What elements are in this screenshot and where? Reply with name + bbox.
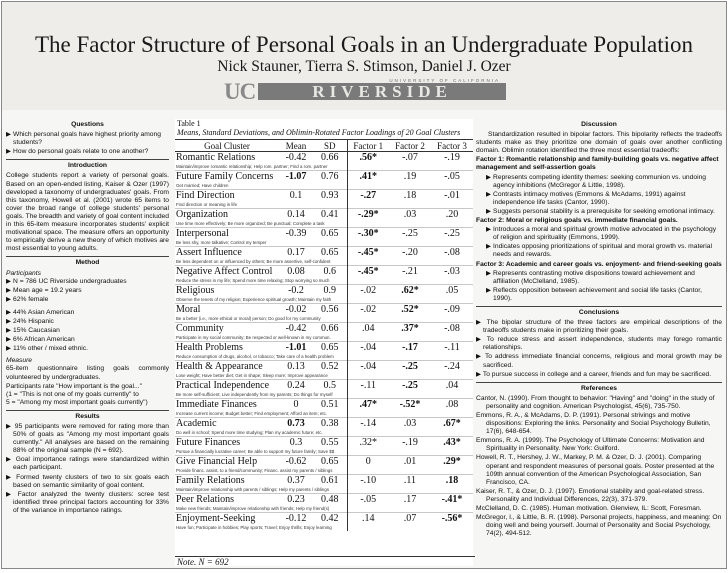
cell-mean: 0.23 (279, 494, 313, 506)
cell-f3: .18 (431, 475, 473, 487)
cell-mean: 0.17 (279, 247, 313, 259)
cell-sd: 0.38 (313, 418, 347, 430)
cell-f1: .14 (347, 513, 389, 525)
cell-f1: 0 (347, 456, 389, 468)
result-item: ▶ Goal importance ratings were standardized within each participant. (6, 456, 169, 472)
cluster-description: Use time more effectively; Be more organized; Be punctual; Complete a task (176, 221, 325, 226)
table-row (175, 285, 473, 297)
cell-sd: 0.6 (313, 266, 347, 278)
cluster-description: Be more self-sufficient; Live independently from my parents; Do things for myself (176, 392, 333, 397)
cell-f1: -.45* (347, 247, 389, 259)
cell-f3: -.25 (431, 228, 473, 240)
reference-item: McClelland, D. C. (1985). Human motivation. Glenview, IL: Scott, Foresman. (476, 505, 702, 513)
table-row (175, 437, 473, 449)
poster-authors: Nick Stauner, Tierra S. Stimson, Daniel J. Ozer (217, 58, 511, 75)
measure-line: 5 = "Among my most important goals currently") (6, 398, 148, 406)
cell-f1: -.04 (347, 361, 389, 373)
cell-sd: 0.9 (313, 285, 347, 297)
factor-bullet: ▶ Introduces a moral and spiritual growth motive advocated in the psychology of religion and spirituality (Emmons, 1999). (486, 226, 717, 242)
cell-f3: .20 (431, 209, 473, 221)
table-row (175, 190, 473, 202)
table-1-figure (175, 119, 473, 566)
cell-f1: -.11 (347, 380, 389, 392)
cell-f2: .03 (389, 209, 431, 221)
cell-f3: -.24 (431, 361, 473, 373)
questions-heading: Questions (71, 121, 104, 128)
header-factor-1: Factor 1 (347, 140, 389, 152)
cluster-description: Be a better (i.e., more ethical or moral) person; Do good for my community (176, 316, 321, 321)
cell-sd: 0.56 (313, 304, 347, 316)
table-row-description (175, 258, 473, 266)
description-spacer (347, 182, 473, 190)
cell-f3: -.05 (431, 171, 473, 183)
cell-mean: 0.3 (279, 437, 313, 449)
description-spacer (347, 448, 473, 456)
cell-sd: 0.42 (313, 513, 347, 525)
cell-f3: .29* (431, 456, 473, 468)
cell-sd: 0.65 (313, 342, 347, 354)
cell-f2: .17 (389, 494, 431, 506)
factor-bullet: ▶ Contrasts intimacy motives (Emmons & McAdams, 1991) against independence life tasks (Cantor, 1990). (486, 190, 686, 206)
cell-mean: -0.02 (279, 304, 313, 316)
cluster-description: Lose weight; Have better diet; Get in shape; Sleep more; Improve appearance (176, 373, 328, 378)
cell-sd: 0.55 (313, 437, 347, 449)
table-row-description (175, 524, 473, 531)
cell-f2: .01 (389, 456, 431, 468)
poster-header (2, 2, 726, 110)
poster (1, 1, 727, 569)
cell-name: Give Financial Help (175, 456, 279, 468)
logo-riverside: RIVERSIDE (258, 83, 506, 100)
cell-f1: -.27 (347, 190, 389, 202)
discussion-text: Standardization resulted in bipolar factors. This bipolarity reflects the tradeoffs students make as they prioritize one domain of goals over another conflicting domain. Oblimin rotation identified the three most essential tradeoffs: (476, 131, 722, 155)
question-item: ▶ How do personal goals relate to one another? (6, 148, 149, 156)
description-spacer (347, 524, 473, 531)
description-spacer (347, 163, 473, 171)
cell-f3: -.08 (431, 323, 473, 335)
cell-f2: -.19 (389, 437, 431, 449)
cell-mean: 0.13 (279, 361, 313, 373)
cell-sd: 0.41 (313, 209, 347, 221)
table-header-row (175, 140, 473, 152)
header-mean: Mean (279, 140, 313, 152)
cell-sd: 0.66 (313, 152, 347, 164)
cell-mean: -1.01 (279, 342, 313, 354)
cell-mean: 0.08 (279, 266, 313, 278)
introduction-text: College students report a variety of personal goals. Based on an open-ended listing, Kaiser & Ozer (1997) developed a taxonomy of undergraduates' goals. From this taxonomy, Howell et al. (2001) wrote 65 items to cover the broad range of college students' personal goals. The breadth and variety of goal content included in this 65-item measure incorporates students' explicit motivational space. The measure offers an opportunity to empirically derive a new theory of which motives are most essential to young adults. (6, 172, 169, 253)
table-row (175, 475, 473, 487)
description-spacer (347, 486, 473, 494)
cell-sd: 0.66 (313, 323, 347, 335)
cell-f3: -.03 (431, 266, 473, 278)
cell-sd: 0.93 (313, 190, 347, 202)
cluster-description: Make new friends; Maintain/improve relationship with friends; Help my friend(s) (176, 506, 330, 511)
description-spacer (347, 353, 473, 361)
cell-name: Enjoyment-Seeking (175, 513, 279, 525)
cell-mean: -1.07 (279, 171, 313, 183)
cell-f3: -.09 (431, 304, 473, 316)
table-row-description (175, 391, 473, 399)
table-row (175, 456, 473, 468)
factor-1-title: Factor 1: Romantic relationship and family-building goals vs. negative affect management and self-assertion goals (476, 156, 719, 172)
result-item: ▶ 95 participants were removed for rating more than 50% of goals as "Among my most important goals currently." All analyses are based on the remaining 88% of the original sample (N = 692). (6, 423, 169, 455)
cell-f1: -.04 (347, 342, 389, 354)
cell-f1: .41* (347, 171, 389, 183)
cell-f1: -.45* (347, 266, 389, 278)
cell-f2: .52* (389, 304, 431, 316)
logo-university: UNIVERSITY OF CALIFORNIA (389, 78, 500, 83)
cell-f3: -.41* (431, 494, 473, 506)
table-row-description (175, 448, 473, 456)
cell-name: Interpersonal (175, 228, 279, 240)
cell-f2: -.07 (389, 152, 431, 164)
poster-title: The Factor Structure of Personal Goals in an Undergraduate Population (34, 32, 694, 57)
cell-f2: .07 (389, 513, 431, 525)
cell-mean: -0.42 (279, 323, 313, 335)
cell-name: Future Family Concerns (175, 171, 279, 183)
cell-f2: -.17 (389, 342, 431, 354)
factor-bullet: ▶ Suggests personal stability is a prerequisite for seeking emotional intimacy. (486, 207, 715, 215)
cell-mean: -0.2 (279, 285, 313, 297)
measure-line: (1 = "This is not one of my goals currently" to (6, 390, 139, 398)
cell-f3: .05 (431, 285, 473, 297)
cell-f2: -.21 (389, 266, 431, 278)
table-row-description (175, 182, 473, 190)
cell-name: Family Relations (175, 475, 279, 487)
reference-item: McGregor, I., & Little, B. R. (1998). Personal projects, happiness, and meaning: On doing well and being yourself. Journal of Personality and Social Psychology, 74(2), 494-512. (476, 514, 722, 538)
table-row (175, 171, 473, 183)
factor-2-title: Factor 2: Moral or religious goals vs. immediate financial goals. (476, 217, 678, 225)
cell-name: Romantic Relations (175, 152, 279, 164)
measure-line: Participants rate "How important is the goal..." (6, 382, 142, 390)
cell-name: Academic (175, 418, 279, 430)
cell-name: Moral (175, 304, 279, 316)
table-row-description (175, 429, 473, 437)
ethnicity-item: ▶ 24% Hispanic (6, 317, 54, 325)
cell-f1: .56* (347, 152, 389, 164)
conclusion-item: ▶ The bipolar structure of the three factors are empirical descriptions of the tradeoffs students make in prioritizing their goals. (476, 319, 722, 335)
cluster-description: Increase current income; Budget better; Find employment; Afford an item; etc. (176, 411, 327, 416)
table-row (175, 323, 473, 335)
table-row-description (175, 334, 473, 342)
cell-name: Organization (175, 209, 279, 221)
cell-f1: .47* (347, 399, 389, 411)
cell-f1: -.02 (347, 285, 389, 297)
uc-riverside-logo (224, 78, 506, 104)
participant-item: ▶ Mean age = 19.2 years (6, 286, 82, 294)
measure-label: Measure (6, 357, 33, 365)
cell-f2: .62* (389, 285, 431, 297)
table-row (175, 152, 473, 164)
cell-sd: 0.51 (313, 399, 347, 411)
cluster-description: Get married; Have children (176, 183, 229, 188)
ethnicity-item: ▶ 44% Asian American (6, 308, 75, 316)
description-spacer (347, 429, 473, 437)
cell-mean: 0.24 (279, 380, 313, 392)
table-row-description (175, 486, 473, 494)
table-row (175, 494, 473, 506)
cluster-description: Maintain/improve romantic relationship; Help rom. partner; Find a rom. partner (176, 164, 328, 169)
cell-sd: 0.76 (313, 171, 347, 183)
cluster-description: Participate in my social community; Be respected or well-known in my commun. (176, 335, 331, 340)
table-row-description (175, 163, 473, 171)
table-row-description (175, 296, 473, 304)
factor-bullet: ▶ Represents contrasting motive dispositions toward achievement and affiliation (McClelland, 1985). (486, 269, 695, 285)
table-row (175, 380, 473, 392)
divider (6, 256, 169, 257)
factor-bullet: ▶ Indicates opposing prioritizations of spiritual and moral growth vs. material needs and rewards. (486, 243, 712, 259)
reference-item: Howell, R. T., Hershey, J. W., Markey, P. M. & Ozer, D. J. (2001). Comparing operant and respondent measures of personal goals. Poster presented at the 109th annual convention of the American Psychological Association, San Francisco, CA. (476, 454, 715, 486)
question-item: ▶ Which personal goals have highest priority among students? (6, 131, 161, 147)
conclusion-item: ▶ To address immediate financial concerns, religious and moral growth may be sacrificed. (476, 353, 722, 369)
cell-f2: .37* (389, 323, 431, 335)
table-row-description (175, 315, 473, 323)
cell-mean: -0.39 (279, 228, 313, 240)
table-row (175, 228, 473, 240)
table-row-description (175, 505, 473, 513)
cluster-description: Observe the tenets of my religion; Experience spiritual growth; Maintain my faith (176, 297, 332, 302)
table-row-description (175, 277, 473, 285)
cluster-description: Be less dependent on or influenced by others; Be more assertive, self-confident (176, 259, 331, 264)
cell-f1: -.30* (347, 228, 389, 240)
measure-text: 65-item questionnaire listing goals commonly volunteered by undergraduates. (6, 365, 169, 381)
discussion-heading: Discussion (581, 121, 617, 128)
cell-sd: 0.48 (313, 494, 347, 506)
cell-name: Peer Relations (175, 494, 279, 506)
conclusion-item: ▶ To pursue success in college and a career, friends and fun may be sacrificed. (476, 370, 712, 378)
cell-f1: -.05 (347, 494, 389, 506)
cell-mean: 0 (279, 399, 313, 411)
cluster-description: Reduce consumption of drugs, alcohol, or tobacco; Take care of a health problem (176, 354, 334, 359)
description-spacer (347, 220, 473, 228)
cell-f1: -.14 (347, 418, 389, 430)
table-row (175, 399, 473, 411)
factor-3-title: Factor 3: Academic and career goals vs. enjoyment- and friend-seeking goals (476, 260, 722, 268)
cluster-description: Provide financ. assist. to a friend/community; Financ. assist my parents / siblings (176, 468, 333, 473)
cell-mean: -0.42 (279, 152, 313, 164)
cell-mean: 0.14 (279, 209, 313, 221)
table-row-description (175, 353, 473, 361)
cell-f2: .19 (389, 171, 431, 183)
cell-f2: -.52* (389, 399, 431, 411)
cluster-description: Do well in school; Spend more time studying; Plan my academic future; etc. (176, 430, 323, 435)
table-row-description (175, 410, 473, 418)
cell-f1: .32* (347, 437, 389, 449)
description-spacer (347, 296, 473, 304)
header-sd: SD (313, 140, 347, 152)
cell-f1: -.29* (347, 209, 389, 221)
table-row-description (175, 201, 473, 209)
cell-mean: -0.12 (279, 513, 313, 525)
cell-f3: -.01 (431, 190, 473, 202)
description-spacer (347, 410, 473, 418)
cell-mean: 0.73 (279, 418, 313, 430)
reference-item: Emmons, R. A., & McAdams, D. P. (1991). Personal strivings and motive dispositions: Exploring the links. Personality and Social Psychology Bulletin, 17(6), 648-654. (476, 412, 711, 436)
header-goal-cluster: Goal Cluster (175, 140, 279, 152)
cell-f2: -.25 (389, 228, 431, 240)
ethnicity-item: ▶ 15% Caucasian (6, 327, 60, 335)
cell-f1: .04 (347, 323, 389, 335)
cell-f2: -.20 (389, 247, 431, 259)
cell-name: Health Problems (175, 342, 279, 354)
logo-right (258, 78, 506, 103)
method-heading: Method (75, 259, 100, 267)
reference-item: Kaiser, R. T., & Ozer, D. J. (1997). Emotional stability and goal-related stress. Personality and Individual Differences, 22(3), 371-379. (476, 487, 705, 503)
cluster-description: Reduce the stress in my life; Spend more time relaxing; Stop worrying so much (176, 278, 330, 283)
description-spacer (347, 315, 473, 323)
goal-cluster-table (175, 139, 473, 531)
cell-sd: 0.65 (313, 228, 347, 240)
introduction-heading: Introduction (67, 162, 107, 170)
conclusions-heading: Conclusions (578, 308, 620, 316)
description-spacer (347, 239, 473, 247)
left-column (6, 120, 169, 516)
participant-item: ▶ 62% female (6, 295, 49, 303)
references-heading: References (580, 384, 618, 392)
cell-name: Immediate Finances (175, 399, 279, 411)
results-heading: Results (75, 412, 100, 420)
table-row (175, 513, 473, 525)
table-row (175, 342, 473, 354)
right-column (476, 120, 722, 539)
description-spacer (347, 391, 473, 399)
logo-uc: UC (224, 79, 256, 104)
reference-item: Emmons, R. A. (1999). The Psychology of Ultimate Concerns: Motivation and Spirituality in Personality. New York: Guilford. (476, 437, 705, 453)
description-spacer (347, 334, 473, 342)
cell-name: Find Direction (175, 190, 279, 202)
cell-f2: -.25 (389, 380, 431, 392)
cell-f3: .08 (431, 399, 473, 411)
divider (476, 306, 722, 307)
description-spacer (347, 258, 473, 266)
cell-mean: 0.1 (279, 190, 313, 202)
participant-item: ▶ N = 786 UC Riverside undergraduates (6, 277, 127, 285)
cluster-description: Pursue a financially lucrative career; Be able to support my future family; Save $$ (176, 449, 335, 454)
cell-f3: -.11 (431, 342, 473, 354)
cell-sd: 0.65 (313, 456, 347, 468)
divider (476, 382, 722, 383)
result-item: ▶ Factor analyzed the twenty clusters: scree test identified three principal factors accounting for 33% of the variance in importance ratings. (6, 490, 169, 514)
reference-item: Cantor, N. (1990). From thought to behavior: "Having" and "doing" in the study of personality and cognition. American Psychologist, 45(6), 735-750. (476, 394, 715, 410)
factor-bullet: ▶ Reflects opposition between achievement and social life tasks (Cantor, 1990). (486, 286, 702, 302)
ethnicity-item: ▶ 6% African American (6, 336, 75, 344)
description-spacer (347, 277, 473, 285)
cell-name: Negative Affect Control (175, 266, 279, 278)
conclusion-item: ▶ To reduce stress and assert independence, students may forego romantic relationships. (476, 336, 722, 352)
cell-mean: -0.62 (279, 456, 313, 468)
table-row (175, 266, 473, 278)
cell-f3: -.19 (431, 152, 473, 164)
table-row-description (175, 239, 473, 247)
description-spacer (347, 372, 473, 380)
table-caption-number: Table 1 (177, 119, 201, 128)
cell-f1: -.10 (347, 475, 389, 487)
cell-name: Health & Appearance (175, 361, 279, 373)
cluster-description: Find direction or meaning in life (176, 202, 238, 207)
cell-f2: .03 (389, 418, 431, 430)
cell-f3: .04 (431, 380, 473, 392)
table-note: Note. N = 692 (175, 556, 475, 567)
cell-name: Community (175, 323, 279, 335)
cell-name: Future Finances (175, 437, 279, 449)
cell-name: Practical Independence (175, 380, 279, 392)
table-row-description (175, 372, 473, 380)
cluster-description: Have fun; Participate in hobbies; Play sports; Travel; Enjoy thrills; Enjoy learning (176, 525, 332, 530)
description-spacer (347, 201, 473, 209)
cluster-description: Maintain/improve relationship with parents / siblings; Help my parents / siblings (176, 487, 330, 492)
participants-label: Participants (6, 269, 41, 277)
cell-name: Assert Influence (175, 247, 279, 259)
table-row (175, 304, 473, 316)
cell-f2: -.25 (389, 361, 431, 373)
table-row (175, 361, 473, 373)
divider (6, 159, 169, 160)
cell-f3: .43* (431, 437, 473, 449)
divider (6, 410, 169, 411)
description-spacer (347, 467, 473, 475)
table-row-description (175, 467, 473, 475)
cell-f3: -.56* (431, 513, 473, 525)
cell-f2: .18 (389, 190, 431, 202)
result-item: ▶ Formed twenty clusters of two to six goals each based on semantic similarity of goal content. (6, 473, 169, 489)
cell-sd: 0.61 (313, 475, 347, 487)
cell-f2: .11 (389, 475, 431, 487)
description-spacer (347, 505, 473, 513)
table-row (175, 247, 473, 259)
cell-sd: 0.65 (313, 247, 347, 259)
header-factor-2: Factor 2 (389, 140, 431, 152)
cell-f1: -.02 (347, 304, 389, 316)
table-row (175, 418, 473, 430)
cell-name: Religious (175, 285, 279, 297)
factor-bullet: ▶ Represents competing identity themes: seeking communion vs. undoing agency inhibitions (McGregor & Little, 1998). (486, 173, 707, 189)
table-caption-title: Means, Standard Deviations, and Oblimin-Rotated Factor Loadings of 20 Goal Clusters (177, 128, 461, 137)
cell-f3: -.08 (431, 247, 473, 259)
header-factor-3: Factor 3 (431, 140, 473, 152)
cell-f3: .67* (431, 418, 473, 430)
table-row (175, 209, 473, 221)
cluster-description: Be less shy, more talkative; Control my temper (176, 240, 267, 245)
ethnicity-item: ▶ 11% other / mixed ethnic. (6, 345, 88, 353)
cell-sd: 0.52 (313, 361, 347, 373)
table-row-description (175, 220, 473, 228)
cell-sd: 0.5 (313, 380, 347, 392)
cell-mean: 0.37 (279, 475, 313, 487)
